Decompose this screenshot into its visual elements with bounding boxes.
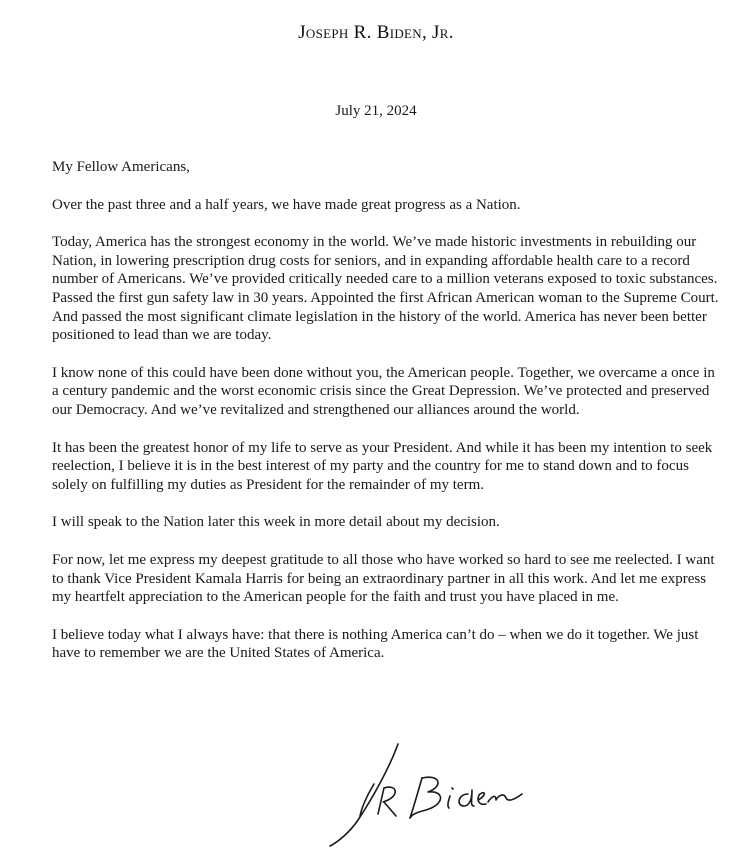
paragraph-6: For now, let me express my deepest gratitude to all those who have worked so hard to see me reelected. I want to thank Vice President Kamala Harris for being an extraordinary partner in all this work. And let me express my heartfelt appreciation to the American people for the faith and trust you have placed in me. (52, 551, 715, 606)
salutation: My Fellow Americans, (52, 159, 190, 175)
letter-date: July 21, 2024 (335, 103, 417, 119)
paragraph-2: Today, America has the strongest economy in the world. We’ve made historic investments in rebuilding our Nation, in lowering prescription drug costs for seniors, and in expanding affordable health care to a record number of Americans. We’ve provided critically needed care to a million veterans exposed to toxic substances. Passed the first gun safety law in 30 years. Appointed the first African American woman to the Supreme Court. And passed the most significant climate legislation in the history of the world. America has never been better positioned to lead than we are today. (52, 234, 719, 344)
letterhead-name: Joseph R. Biden, Jr. (298, 22, 454, 43)
paragraph-3: I know none of this could have been done without you, the American people. Together, we overcame a once in a century pandemic and the worst economic crisis since the Great Depression. We’ve protected and preserved our Democracy. And we’ve revitalized and strengthened our alliances around the world. (52, 364, 715, 418)
paragraph-1: Over the past three and a half years, we have made great progress as a Nation. (52, 196, 521, 213)
paragraph-7: I believe today what I always have: that there is nothing America can’t do – when we do it together. We just have to remember we are the United States of America. (52, 626, 699, 662)
signature-icon (318, 736, 548, 848)
paragraph-4: It has been the greatest honor of my life to serve as your President. And while it has been my intention to seek reelection, I believe it is in the best interest of my party and the country for me to stand down and to focus solely on fulfilling my duties as President for the remainder of my term. (52, 439, 713, 493)
letter-body (52, 158, 722, 682)
paragraph-5: I will speak to the Nation later this week in more detail about my decision. (52, 514, 500, 531)
